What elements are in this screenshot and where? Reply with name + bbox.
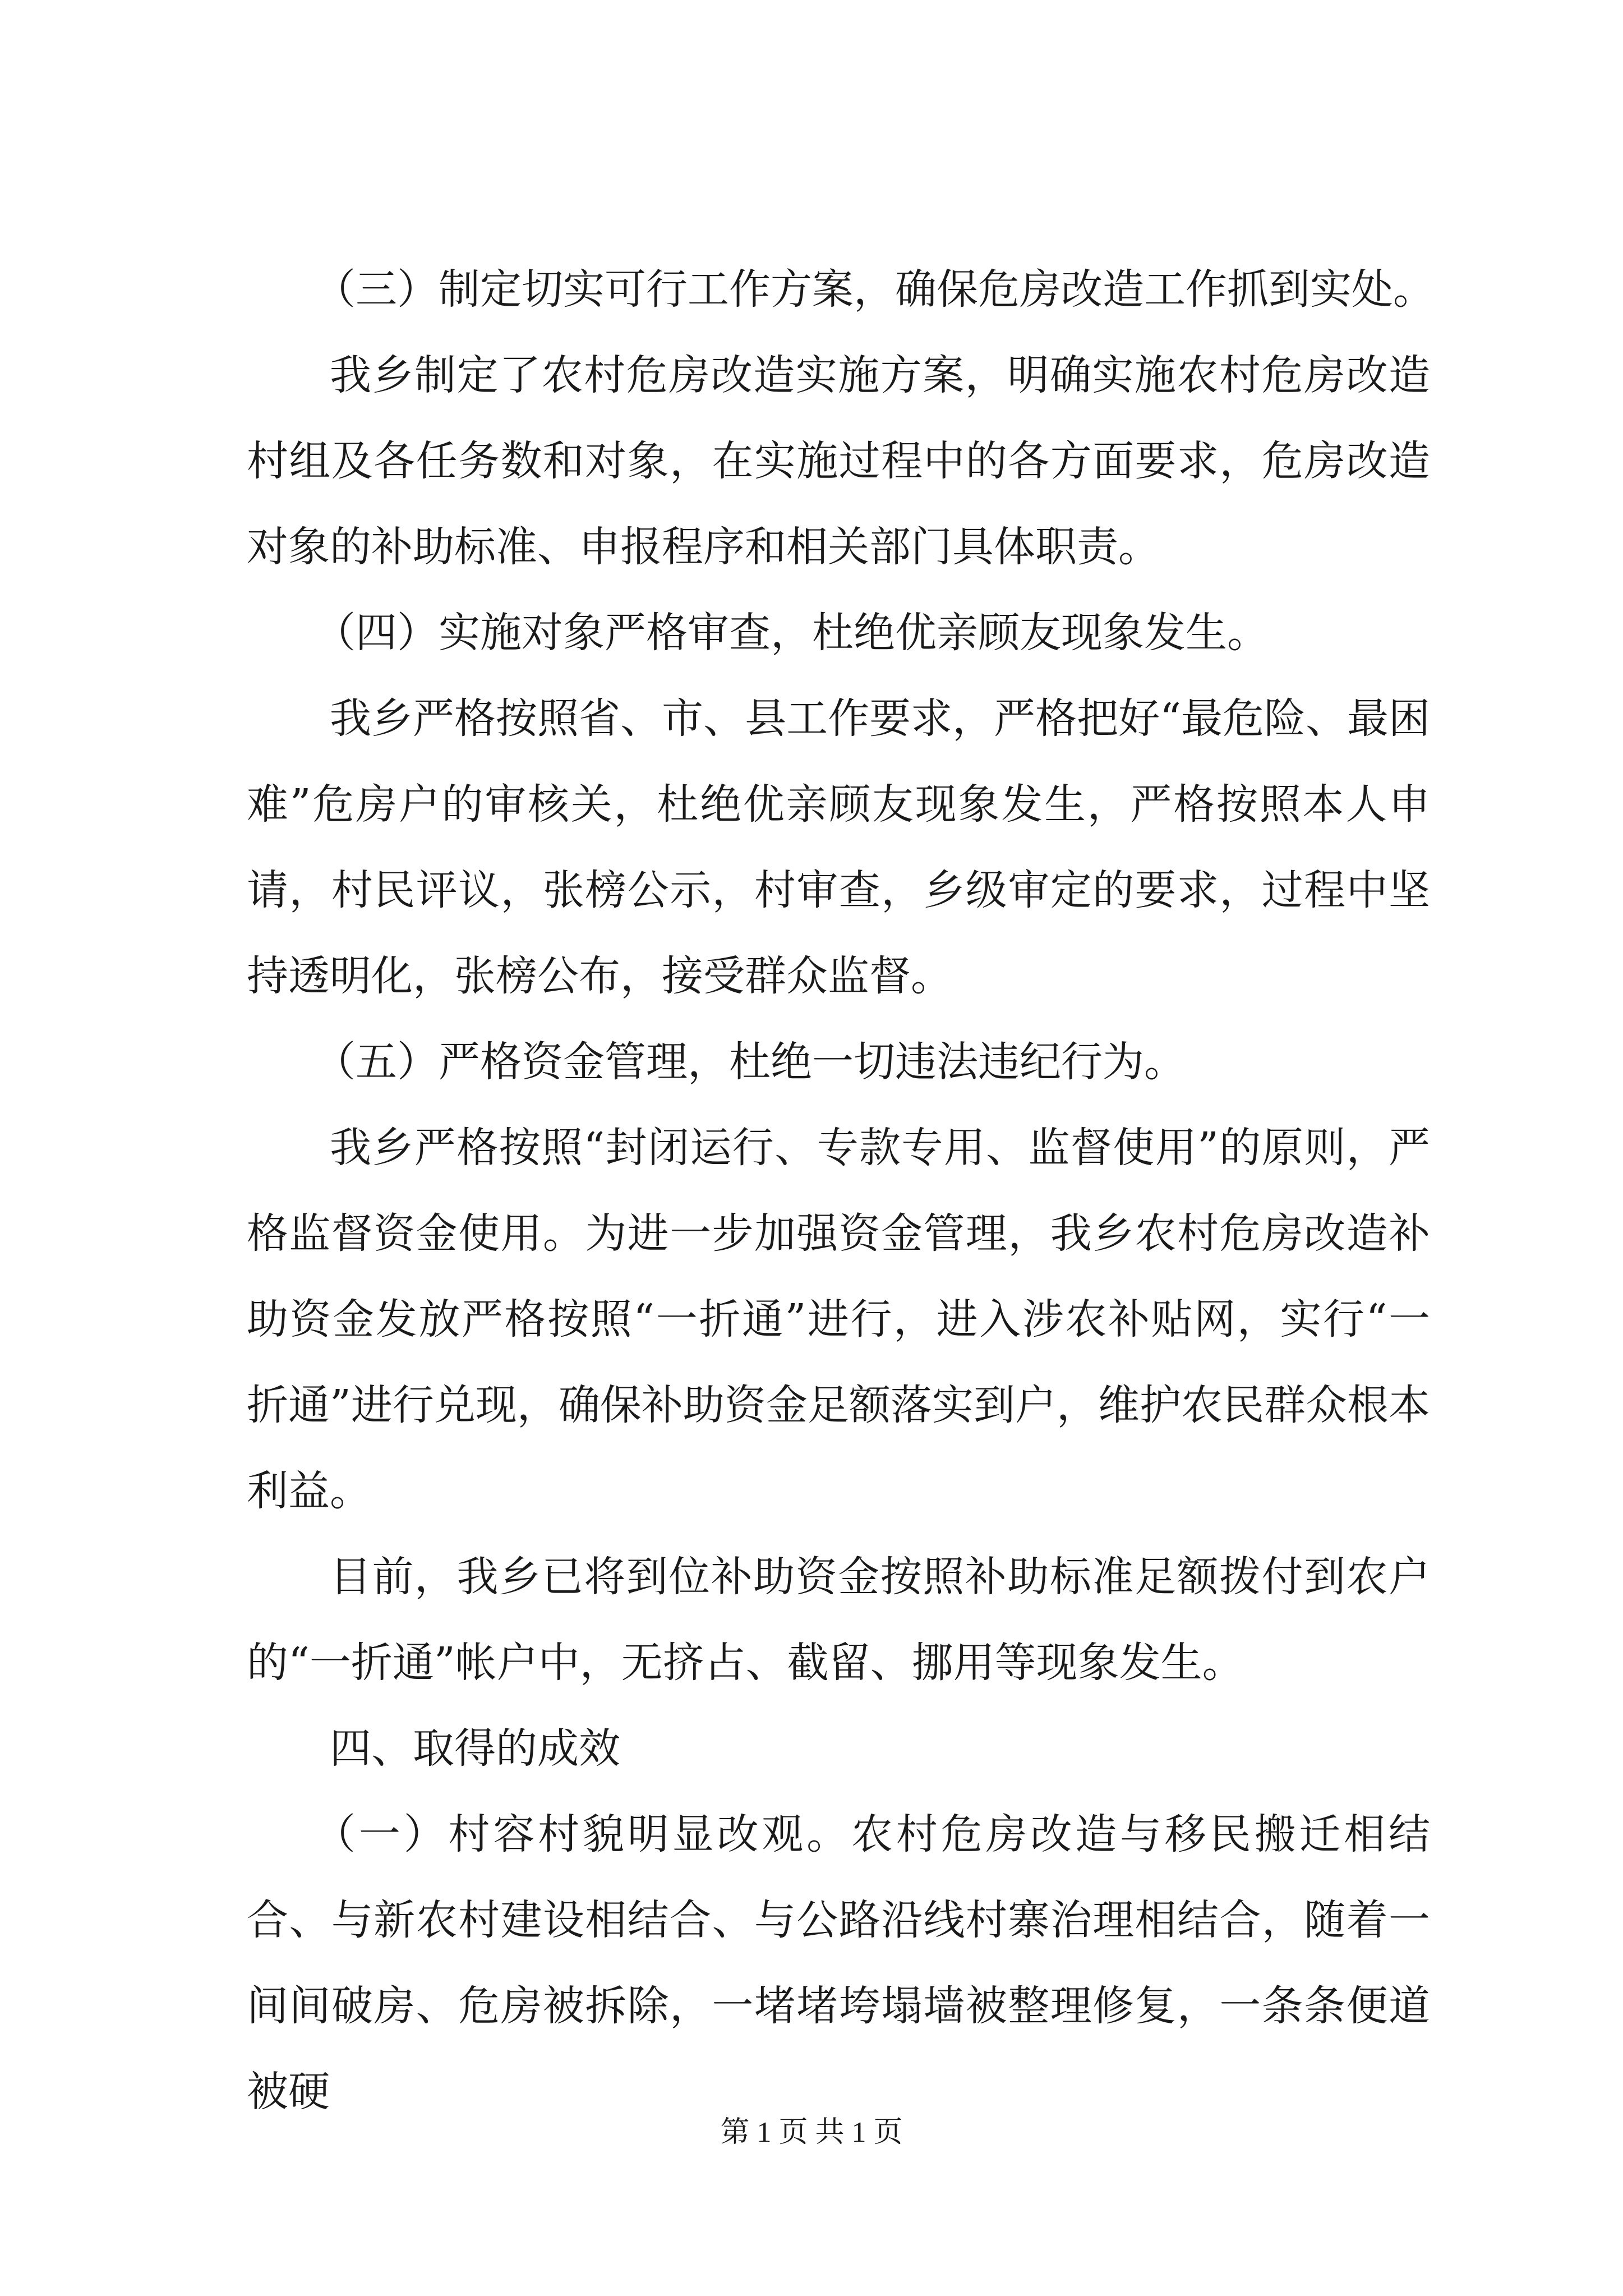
paragraph-fund-management: 我乡严格按照“封闭运行、专款专用、监督使用”的原则，严格监督资金使用。为进一步加强资金管理，我乡农村危房改造补助资金发放严格按照“一折通”进行，进入涉农补贴网，实行“一折通”进行兑现，确保补助资金足额落实到户，维护农民群众根本利益。 bbox=[247, 1124, 1430, 1515]
section-heading-3: （三）制定切实可行工作方案，确保危房改造工作抓到实处。 bbox=[314, 265, 1435, 314]
paragraph-strict-review: 我乡严格按照省、市、县工作要求，严格把好“最危险、最困难”危房户的审核关，杜绝优亲顾友现象发生，严格按照本人申请，村民评议，张榜公示，村审查，乡级审定的要求，过程中坚持透明化，张榜公布，接受群众监督。 bbox=[247, 694, 1430, 1000]
page-footer: 第 1 页 共 1 页 bbox=[720, 2116, 903, 2148]
section-heading-results: 四、取得的成效 bbox=[330, 1724, 620, 1773]
section-heading-5: （五）严格资金管理，杜绝一切违法违纪行为。 bbox=[314, 1038, 1186, 1086]
document-body bbox=[247, 247, 1435, 2135]
section-heading-4: （四）实施对象严格审查，杜绝优亲顾友现象发生。 bbox=[314, 609, 1269, 657]
paragraph-current-status: 目前，我乡已将到位补助资金按照补助标准足额拨付到农户的“一折通”帐户中，无挤占、截留、挪用等现象发生。 bbox=[247, 1553, 1430, 1687]
paragraph-village-appearance: （一）村容村貌明显改观。农村危房改造与移民搬迁相结合、与新农村建设相结合、与公路沿线村寨治理相结合，随着一间间破房、危房被拆除，一堵堵垮塌墙被整理修复，一条条便道被硬 bbox=[247, 1810, 1430, 2116]
paragraph-implementation-plan: 我乡制定了农村危房改造实施方案，明确实施农村危房改造村组及各任务数和对象，在实施过程中的各方面要求，危房改造对象的补助标准、申报程序和相关部门具体职责。 bbox=[247, 351, 1430, 571]
